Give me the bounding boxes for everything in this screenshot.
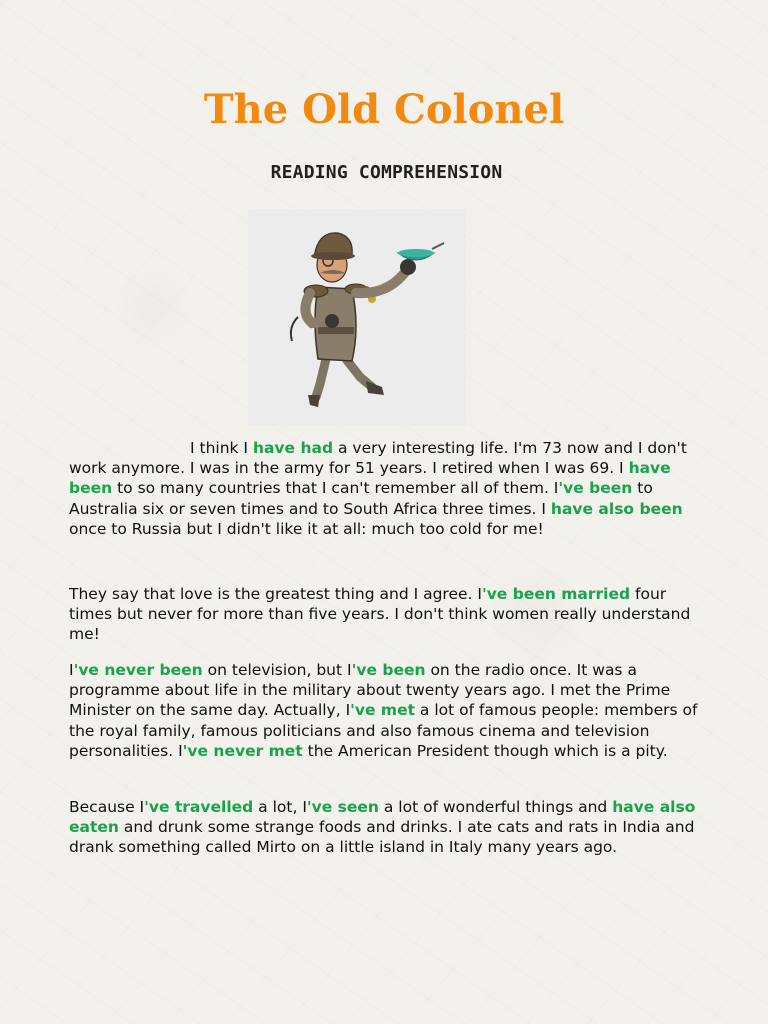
highlighted-verb: have also eaten [69, 798, 696, 837]
highlighted-verb: have had [252, 439, 334, 457]
text-segment: I think I [190, 439, 253, 457]
text-segment: the American President though which is a pity. [302, 741, 668, 760]
text-segment: a lot, I [253, 798, 307, 816]
colonel-icon [248, 209, 466, 426]
highlighted-verb: 've been [351, 661, 426, 679]
text-segment: a lot of famous people: members of the royal family, famous politicians and also famous cinema and television personalities. I [69, 701, 698, 760]
text-segment: a lot of wonderful things and [378, 798, 613, 816]
page-subtitle: READING COMPREHENSION [270, 162, 503, 183]
text-segment: I [69, 661, 74, 679]
paragraph-4 [69, 797, 709, 858]
text-segment: once to Russia but I didn't like it at all: much too cold for me! [69, 519, 544, 538]
paragraph-1 [69, 438, 709, 539]
text-segment: on the radio once. It was a programme about life in the military about twenty years ago. I met the Prime Minister on the same day. Actually, I [69, 661, 671, 720]
highlighted-verb: 've been [558, 479, 633, 498]
text-segment: on television, but I [202, 661, 352, 679]
highlighted-verb: have been [69, 459, 671, 498]
text-segment: a very interesting life. I'm 73 now and I don't work anymore. I was in the army for 51 years. I retired when I was 69. I [69, 439, 687, 478]
paragraph-2 [69, 584, 709, 645]
text-segment: to so many countries that I can't remember all of them. I [112, 479, 559, 498]
text-segment: They say that love is the greatest thing and I agree. I [69, 585, 482, 603]
text-segment: and drunk some strange foods and drinks. I ate cats and rats in India and drank something called Mirto on a little island in Italy many years ago. [69, 818, 695, 857]
highlighted-verb: 've been married [481, 585, 631, 603]
highlighted-verb: have also been [550, 499, 683, 518]
highlighted-verb: 've seen [306, 798, 379, 816]
colonel-illustration [248, 209, 466, 426]
highlighted-verb: 've met [350, 701, 415, 720]
text-segment: Because I [69, 798, 145, 816]
highlighted-verb: 've travelled [144, 798, 254, 816]
text-segment: four times but never for more than five years. I don't think women really understand me! [69, 585, 691, 644]
highlighted-verb: 've never met [182, 741, 303, 760]
text-segment: to Australia six or seven times and to South Africa three times. I [69, 479, 653, 518]
highlighted-verb: 've never been [73, 661, 203, 679]
page-title: The Old Colonel [203, 86, 565, 133]
paragraph-3 [69, 660, 709, 761]
